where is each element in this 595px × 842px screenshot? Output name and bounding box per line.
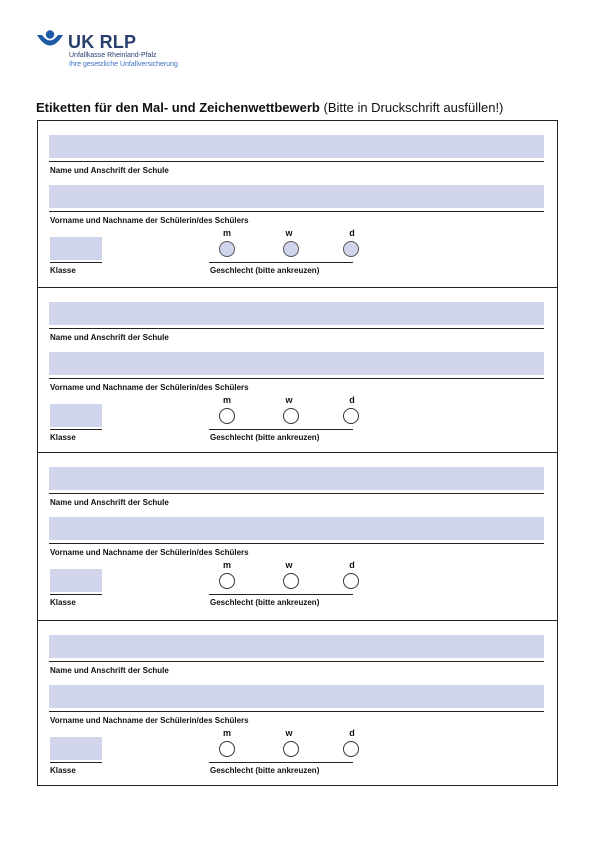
page-title bbox=[36, 100, 503, 115]
gender-option-m-checkbox[interactable] bbox=[219, 241, 235, 257]
student-name-underline bbox=[49, 378, 544, 379]
student-name-label: Vorname und Nachname der Schülerin/des Schülers bbox=[50, 216, 249, 225]
class-field[interactable] bbox=[50, 404, 102, 427]
school-name-label: Name und Anschrift der Schule bbox=[50, 333, 169, 342]
gender-option-m-checkbox[interactable] bbox=[219, 573, 235, 589]
class-label: Klasse bbox=[50, 433, 76, 442]
class-label: Klasse bbox=[50, 266, 76, 275]
gender-option-w-checkbox[interactable] bbox=[283, 408, 299, 424]
student-name-field[interactable] bbox=[49, 352, 544, 375]
gender-option-m-label: m bbox=[222, 228, 231, 238]
student-name-field[interactable] bbox=[49, 685, 544, 708]
school-name-underline bbox=[49, 328, 544, 329]
logo-subtitle: Unfallkasse Rheinland-Pfalz bbox=[69, 52, 157, 59]
gender-option-d-label: d bbox=[349, 228, 355, 238]
school-name-label: Name und Anschrift der Schule bbox=[50, 498, 169, 507]
class-field[interactable] bbox=[50, 569, 102, 592]
class-label: Klasse bbox=[50, 766, 76, 775]
gender-option-d-checkbox[interactable] bbox=[343, 241, 359, 257]
school-name-label: Name und Anschrift der Schule bbox=[50, 666, 169, 675]
school-name-underline bbox=[49, 493, 544, 494]
logo-brand-text: UK RLP bbox=[68, 32, 137, 52]
student-name-label: Vorname und Nachname der Schülerin/des Schülers bbox=[50, 383, 249, 392]
gender-label: Geschlecht (bitte ankreuzen) bbox=[210, 598, 320, 607]
gender-label: Geschlecht (bitte ankreuzen) bbox=[210, 433, 320, 442]
gender-option-d-label: d bbox=[349, 728, 355, 738]
label-card bbox=[38, 121, 557, 287]
school-name-underline bbox=[49, 661, 544, 662]
labels-frame bbox=[37, 120, 558, 786]
gender-option-m-checkbox[interactable] bbox=[219, 408, 235, 424]
gender-option-m-label: m bbox=[222, 395, 231, 405]
gender-option-m-label: m bbox=[222, 728, 231, 738]
class-underline bbox=[50, 262, 102, 263]
label-card bbox=[38, 620, 557, 786]
school-name-underline bbox=[49, 161, 544, 162]
gender-option-d-checkbox[interactable] bbox=[343, 408, 359, 424]
student-name-underline bbox=[49, 711, 544, 712]
student-name-field[interactable] bbox=[49, 517, 544, 540]
gender-option-d-label: d bbox=[349, 395, 355, 405]
page-title-note: (Bitte in Druckschrift ausfüllen!) bbox=[319, 100, 504, 115]
gender-underline bbox=[209, 262, 353, 263]
gender-option-w-checkbox[interactable] bbox=[283, 241, 299, 257]
gender-option-w-label: w bbox=[285, 395, 293, 405]
gender-option-w-label: w bbox=[285, 560, 293, 570]
gender-option-w-label: w bbox=[285, 228, 293, 238]
gender-option-w-checkbox[interactable] bbox=[283, 741, 299, 757]
student-name-underline bbox=[49, 543, 544, 544]
gender-underline bbox=[209, 762, 353, 763]
gender-option-d-checkbox[interactable] bbox=[343, 573, 359, 589]
gender-option-d-label: d bbox=[349, 560, 355, 570]
gender-underline bbox=[209, 594, 353, 595]
label-card bbox=[38, 452, 557, 620]
school-name-field[interactable] bbox=[49, 135, 544, 158]
school-name-label: Name und Anschrift der Schule bbox=[50, 166, 169, 175]
class-underline bbox=[50, 762, 102, 763]
uk-rlp-logo bbox=[36, 28, 196, 72]
gender-label: Geschlecht (bitte ankreuzen) bbox=[210, 266, 320, 275]
class-underline bbox=[50, 429, 102, 430]
student-name-label: Vorname und Nachname der Schülerin/des Schülers bbox=[50, 548, 249, 557]
student-name-label: Vorname und Nachname der Schülerin/des Schülers bbox=[50, 716, 249, 725]
gender-option-m-label: m bbox=[222, 560, 231, 570]
gender-option-w-checkbox[interactable] bbox=[283, 573, 299, 589]
school-name-field[interactable] bbox=[49, 635, 544, 658]
gender-label: Geschlecht (bitte ankreuzen) bbox=[210, 766, 320, 775]
gender-option-w-label: w bbox=[285, 728, 293, 738]
student-name-field[interactable] bbox=[49, 185, 544, 208]
class-field[interactable] bbox=[50, 737, 102, 760]
school-name-field[interactable] bbox=[49, 467, 544, 490]
class-underline bbox=[50, 594, 102, 595]
school-name-field[interactable] bbox=[49, 302, 544, 325]
logo-tagline: Ihre gesetzliche Unfallversicherung bbox=[69, 61, 178, 68]
class-label: Klasse bbox=[50, 598, 76, 607]
gender-option-m-checkbox[interactable] bbox=[219, 741, 235, 757]
student-name-underline bbox=[49, 211, 544, 212]
gender-underline bbox=[209, 429, 353, 430]
gender-option-d-checkbox[interactable] bbox=[343, 741, 359, 757]
page-title-main: Etiketten für den Mal- und Zeichenwettbewerb bbox=[36, 100, 320, 115]
uk-rlp-logo-icon bbox=[36, 30, 64, 52]
class-field[interactable] bbox=[50, 237, 102, 260]
label-card bbox=[38, 287, 557, 452]
